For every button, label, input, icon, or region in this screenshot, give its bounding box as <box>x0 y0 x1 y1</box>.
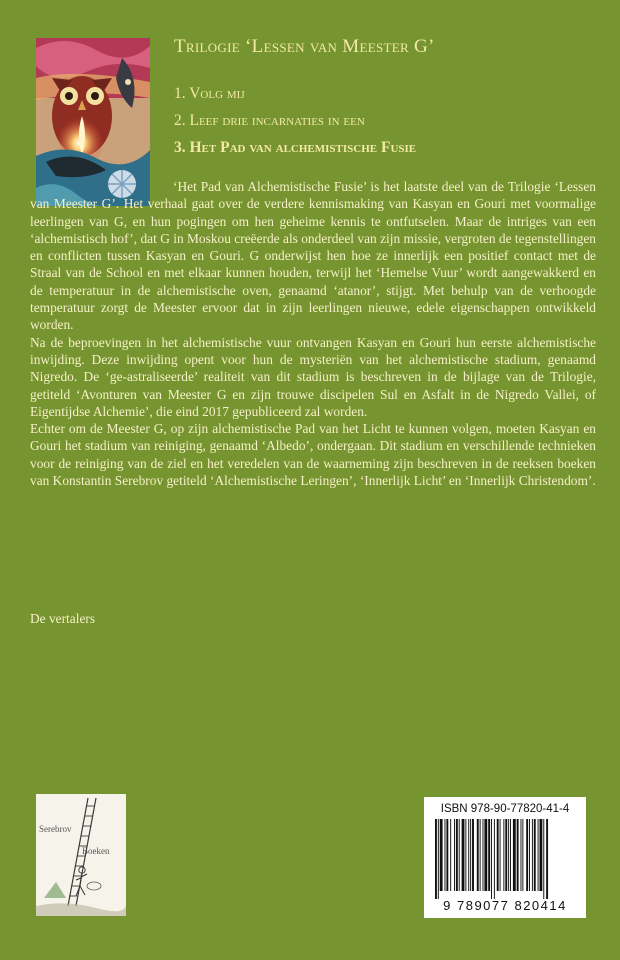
barcode-bar <box>450 819 451 891</box>
barcode-bar <box>540 819 543 891</box>
book-item-1: 1. Volg mij <box>174 85 245 102</box>
barcode-bar <box>546 819 548 899</box>
book-list <box>174 80 416 161</box>
barcode-bar <box>445 819 446 891</box>
barcode-bar <box>526 819 528 891</box>
barcode-bar <box>440 819 443 891</box>
barcode-bar <box>491 819 492 899</box>
paragraph-2: Na de beproevingen in het alchemistische vuur ontvangen Kasyan en Gouri hun eerste alchemistische inwijding. Deze inwijding opent voor hun de mysteriën van het alchemistische stadium, genaamd Nigredo. De ‘ge-astraliseerde’ realiteit van dit stadium is beschreven in de bijlage van de Trilogie, getiteld ‘Avonturen van Meester G en zijn trouwe discipelen Sul en Asfalt in de Nigredo Vallei, of Eigentijdse Alchemie’, die eind 2017 gepubliceerd zal worden. <box>30 334 596 419</box>
barcode-bar <box>503 819 504 891</box>
ladder-climber-logo-image <box>36 794 126 916</box>
barcode-bar <box>465 819 466 891</box>
series-title: Trilogie ‘Lessen van Meester G’ <box>174 36 435 57</box>
paragraph-1: ‘Het Pad van Alchemistische Fusie’ is het laatste deel van de Trilogie ‘Lessen van Meester G’. Het verhaal gaat over de verdere kennismaking van Kasyan en Gouri met voormalige leerlingen van G, en hun pogingen om hen geheime kennis te ontfutselen. Maar de intriges van een ‘alchemistisch hof’, dat G in Moskou creëerde als onderdeel van zijn missie, vergroten de tegenstellingen en conflicten tussen Kasyan en Gouri. G onderwijst hen hoe ze innerlijk een positief contact met de Straal van de School en met elkaar kunnen houden, terwijl het ‘Hemelse Vuur’ wordt aangewakkerd en de temperatuur in de alchemistische oven, genaamd ‘atanor’, stijgt. Met behulp van de verhoogde temperatuur zorgt de Meester ervoor dat in zijn leerlingen nieuwe, edele eigenschappen ontwikkeld worden. <box>30 179 596 333</box>
barcode-bar <box>505 819 507 891</box>
barcode-bar <box>446 819 448 891</box>
barcode-bar <box>438 819 439 899</box>
barcode-bar <box>521 819 522 891</box>
barcode-image <box>433 819 580 899</box>
barcode-bar <box>510 819 511 891</box>
barcode-bar <box>513 819 516 891</box>
barcode-bar <box>538 819 539 891</box>
logo-text-line2: Boeken <box>82 846 110 856</box>
publisher-logo <box>36 794 126 916</box>
barcode-bar <box>529 819 530 891</box>
isbn-barcode-box <box>424 797 586 918</box>
barcode-bar <box>483 819 484 891</box>
description-text <box>30 178 596 489</box>
barcode-bar <box>517 819 519 891</box>
barcode-bar <box>454 819 455 891</box>
isbn-digits: 9 789077 820414 <box>443 898 567 913</box>
barcode-bar <box>468 819 469 891</box>
barcode-bar <box>477 819 479 891</box>
barcode-bar <box>497 819 499 891</box>
book-item-2: 2. Leef drie incarnaties in een <box>174 112 365 129</box>
barcode-bar <box>522 819 523 891</box>
barcode-bar <box>508 819 509 891</box>
barcode-bar <box>462 819 465 891</box>
barcode-bar <box>472 819 474 891</box>
barcode-bar <box>480 819 481 891</box>
book-item-3-current: 3. Het Pad van alchemistische Fusie <box>174 139 417 156</box>
barcode-bar <box>456 819 458 891</box>
barcode-bar <box>532 819 533 891</box>
barcode-bar <box>484 819 487 891</box>
barcode-bar <box>459 819 460 891</box>
logo-text-line1: Serebrov <box>39 824 72 834</box>
barcode-bar <box>543 819 544 899</box>
barcode-bar <box>470 819 471 891</box>
barcode-bar <box>494 819 495 899</box>
barcode-bar <box>488 819 490 891</box>
paragraph-3: Echter om de Meester G, op zijn alchemistische Pad van het Licht te kunnen volgen, moeten Kasyan en Gouri het stadium van reiniging, genaamd ‘Albedo’, ondergaan. Dit stadium en verschillende technieken voor de reiniging van de ziel en het veredelen van de waarneming zijn beschreven in de reeksen boeken van Konstantin Serebrov getiteld ‘Alchemistische Leringen’, ‘Innerlijk Licht’ en ‘Innerlijk Christendom’. <box>30 421 596 489</box>
isbn-label: ISBN 978-90-77820-41-4 <box>440 803 570 815</box>
signature: De vertalers <box>30 611 96 626</box>
barcode-bar <box>534 819 536 891</box>
barcode-bar <box>435 819 437 899</box>
barcode-bar <box>500 819 501 891</box>
